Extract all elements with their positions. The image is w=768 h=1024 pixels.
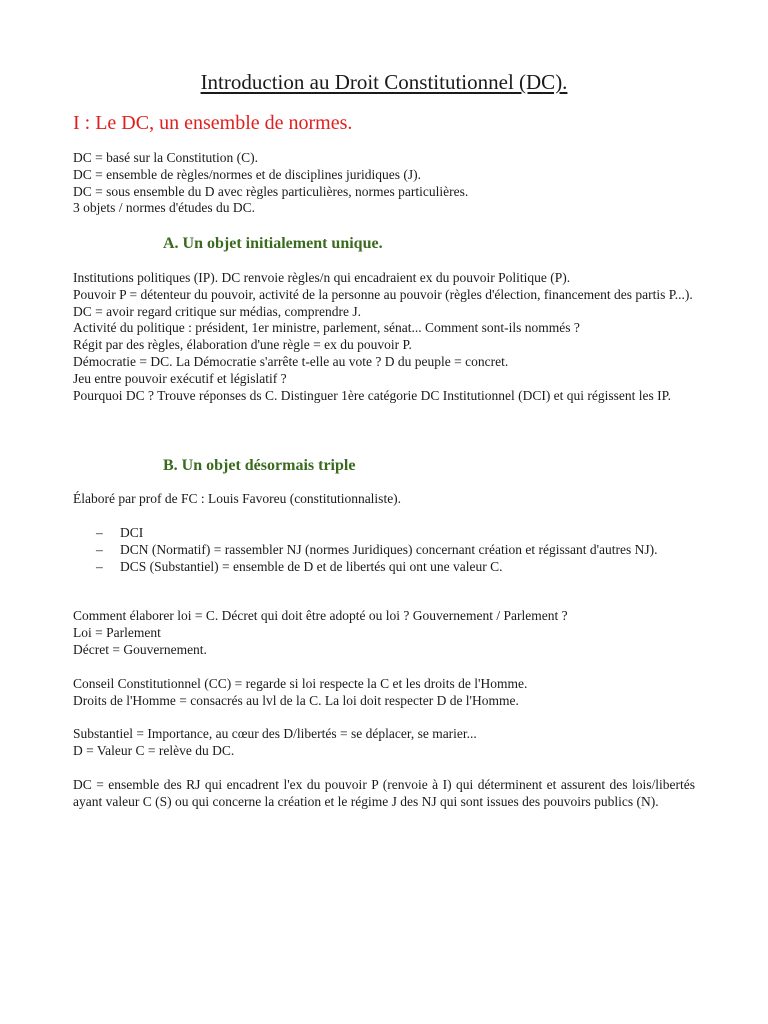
text-line: D = Valeur C = relève du DC. <box>73 742 235 758</box>
text-line: DC = ensemble de règles/normes et de disciplines juridiques (J). <box>73 166 422 182</box>
text-line: 3 objets / normes d'études du DC. <box>73 200 256 216</box>
text-line: Substantiel = Importance, au cœur des D/libertés = se déplacer, se marier... <box>73 726 477 741</box>
dash-bullet: – <box>96 558 103 574</box>
subsection-heading-a: A. Un objet initialement unique. <box>163 235 383 252</box>
sectionB-paragraph-3 <box>73 726 695 760</box>
text-line: DC = sous ensemble du D avec règles particulières, normes particulières. <box>73 183 469 199</box>
section1-paragraph <box>73 150 695 217</box>
text-line: Conseil Constitutionnel (CC) = regarde si loi respecte la C et les droits de l'Homme. <box>73 676 528 691</box>
sectionB-paragraph-2 <box>73 676 695 710</box>
document-title: Introduction au Droit Constitutionnel (DC). <box>200 70 568 94</box>
sectionB-intro <box>73 491 695 508</box>
sectionB-paragraph-1 <box>73 608 695 658</box>
list-item-text: DCI <box>120 525 144 540</box>
text-line: DC = basé sur la Constitution (C). <box>73 150 258 165</box>
list-item <box>96 542 695 559</box>
list-item <box>96 559 695 576</box>
text-line: Loi = Parlement <box>73 624 161 640</box>
text-line: Institutions politiques (IP). DC renvoie règles/n qui encadraient ex du pouvoir Politique (P). <box>73 270 571 285</box>
list-item-text: DCN (Normatif) = rassembler NJ (normes Juridiques) concernant création et régissant d'autres NJ). <box>120 541 658 557</box>
text-line: Pouvoir P = détenteur du pouvoir, activité de la personne au pouvoir (règles d'élection, financement des partis P...). <box>73 286 693 302</box>
subsection-heading-b: B. Un objet désormais triple <box>163 457 356 474</box>
text-line: Jeu entre pouvoir exécutif et législatif ? <box>73 370 287 386</box>
text-line: Régit par des règles, élaboration d'une règle = ex du pouvoir P. <box>73 337 412 353</box>
text-line: Droits de l'Homme = consacrés au lvl de la C. La loi doit respecter D de l'Homme. <box>73 692 519 708</box>
dash-bullet: – <box>96 525 103 540</box>
text-line: Pourquoi DC ? Trouve réponses ds C. Distinguer 1ère catégorie DC Institutionnel (DCI) et qui régissent les IP. <box>73 387 672 403</box>
text-line: Décret = Gouvernement. <box>73 641 207 657</box>
dash-list <box>96 525 695 575</box>
list-item <box>96 525 695 542</box>
text-line: Élaboré par prof de FC : Louis Favoreu (constitutionnaliste). <box>73 491 402 506</box>
text-line: DC = ensemble des RJ qui encadrent l'ex du pouvoir P (renvoie à I) qui déterminent et assurent des lois/libertés ayant valeur C (S) ou qui concerne la création et le régime J des NJ qui sont issues des pouvoirs publics (N). <box>73 777 695 809</box>
text-line: DC = avoir regard critique sur médias, comprendre J. <box>73 303 362 319</box>
text-line: Activité du politique : président, 1er ministre, parlement, sénat... Comment sont-ils nommés ? <box>73 320 580 336</box>
section-heading-1: I : Le DC, un ensemble de normes. <box>73 112 353 134</box>
sectionB-paragraph-4 <box>73 777 695 811</box>
sectionA-paragraph <box>73 270 695 404</box>
text-line: Démocratie = DC. La Démocratie s'arrête t-elle au vote ? D du peuple = concret. <box>73 353 509 369</box>
list-item-text: DCS (Substantiel) = ensemble de D et de libertés qui ont une valeur C. <box>120 558 503 574</box>
dash-bullet: – <box>96 541 103 557</box>
text-line: Comment élaborer loi = C. Décret qui doit être adopté ou loi ? Gouvernement / Parlement ? <box>73 608 568 623</box>
